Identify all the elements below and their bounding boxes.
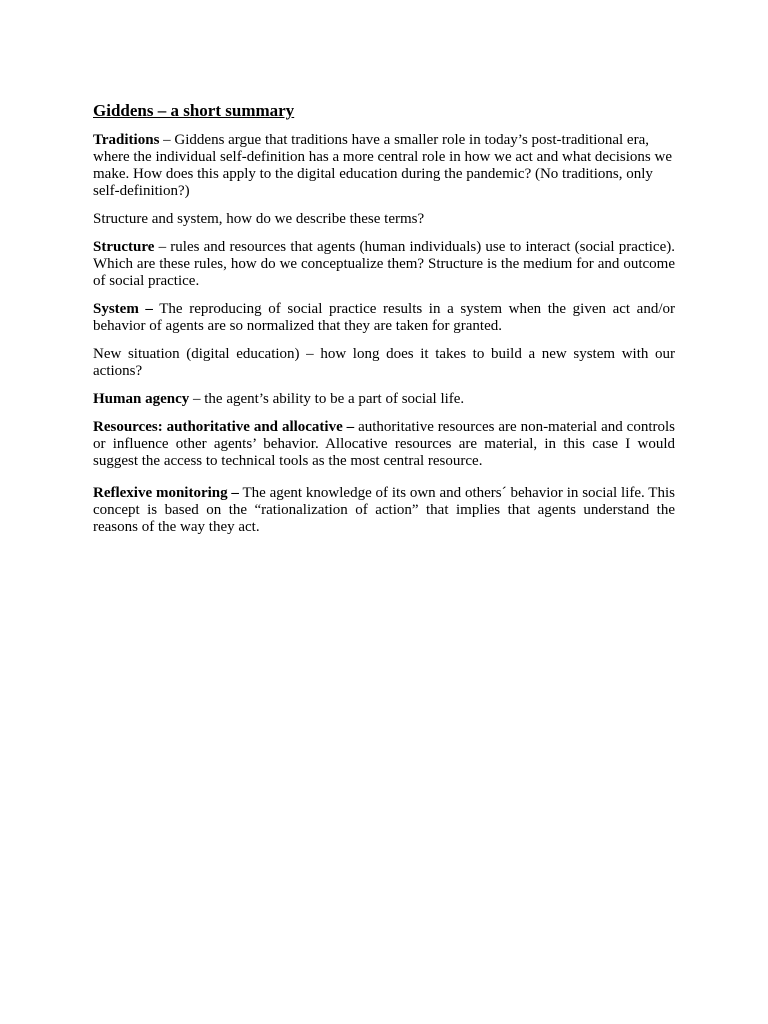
paragraph-text: The agent knowledge of its own and others´ behavior in social life. This concept is based on the “rationalization of action” that implies that agents understand the reasons of the way they act. <box>93 485 675 535</box>
term-system: System – <box>93 301 153 317</box>
paragraph-human-agency <box>93 391 675 408</box>
paragraph-reflexive-monitoring <box>93 485 675 536</box>
paragraph-text: – the agent’s ability to be a part of social life. <box>189 391 465 407</box>
paragraph-traditions <box>93 132 675 200</box>
paragraph-structure-and-system-question <box>93 211 675 228</box>
document-page <box>93 100 675 547</box>
term-reflexive-monitoring: Reflexive monitoring – <box>93 485 239 501</box>
paragraph-text: – Giddens argue that traditions have a smaller role in today’s post-traditional era, where the individual self-definition has a more central role in how we act and what decisions we make. How does this apply to the digital education during the pandemic? (No traditions, only self-definition?) <box>93 132 672 199</box>
paragraph-structure <box>93 239 675 290</box>
paragraph-text: authoritative resources are non-material and controls or influence other agents’ behavior. Allocative resources are material, in this case I would suggest the access to technical tools as the most central resource. <box>93 419 675 469</box>
term-structure: Structure <box>93 239 155 255</box>
term-human-agency: Human agency <box>93 391 190 407</box>
term-resources: Resources: authoritative and allocative – <box>93 419 355 435</box>
paragraph-text: New situation (digital education) – how long does it takes to build a new system with our actions? <box>93 346 675 379</box>
paragraph-system <box>93 301 675 335</box>
paragraph-text: Structure and system, how do we describe these terms? <box>93 211 425 227</box>
paragraph-resources <box>93 419 675 470</box>
document-title: Giddens – a short summary <box>93 101 295 120</box>
term-traditions: Traditions <box>93 132 160 148</box>
paragraph-new-situation <box>93 346 675 380</box>
paragraph-text: – rules and resources that agents (human individuals) use to interact (social practice). Which are these rules, how do we conceptualize them? Structure is the medium for and outcome of social practice. <box>93 239 675 289</box>
paragraph-text: The reproducing of social practice results in a system when the given act and/or behavior of agents are so normalized that they are taken for granted. <box>93 301 675 334</box>
